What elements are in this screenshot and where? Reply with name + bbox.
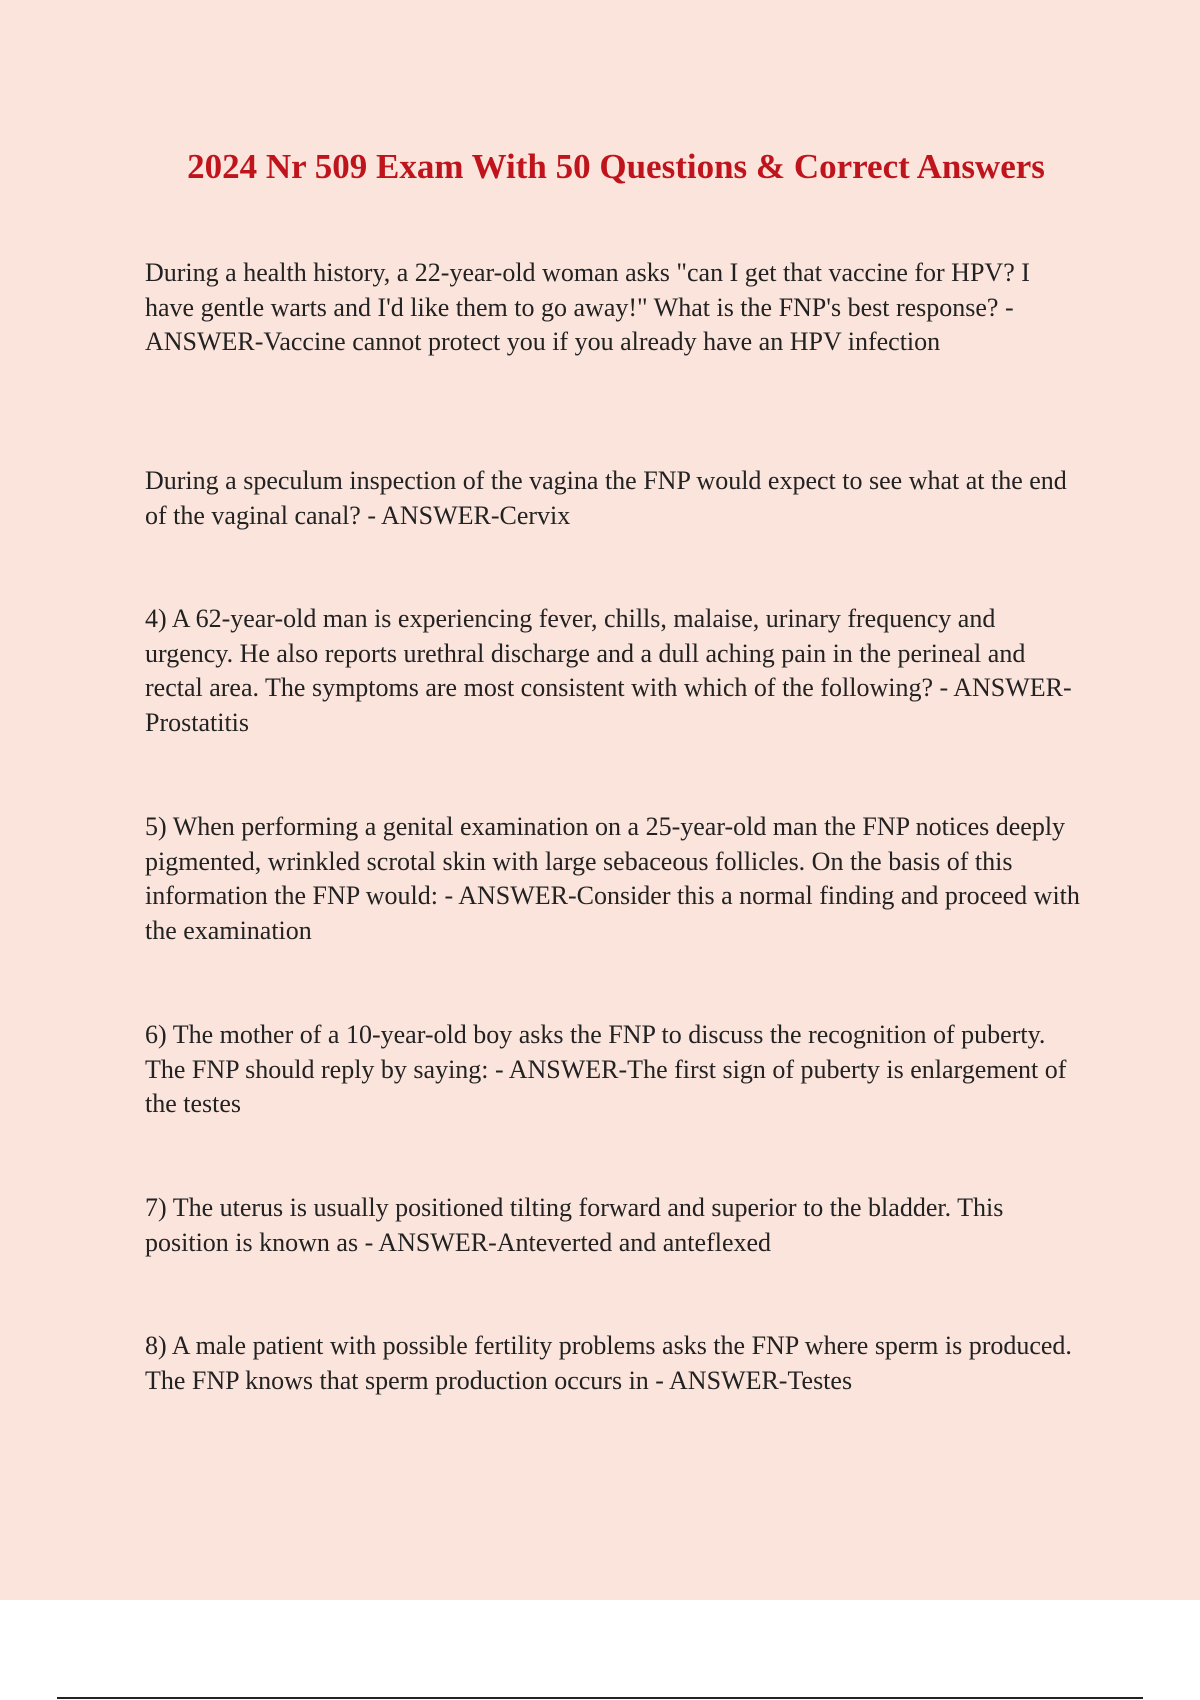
footer-divider bbox=[57, 1697, 1143, 1699]
qa-item: 6) The mother of a 10-year-old boy asks the FNP to discuss the recognition of puberty. The FNP should reply by saying: - ANSWER-The first sign of puberty is enlargement of the testes bbox=[145, 1020, 1067, 1118]
qa-item: 4) A 62-year-old man is experiencing fever, chills, malaise, urinary frequency and urgency. He also reports urethral discharge and a dull aching pain in the perineal and rectal area. The symptoms are most consistent with which of the following? - ANSWER-Prostatitis bbox=[145, 604, 1072, 737]
qa-item: 7) The uterus is usually positioned tilting forward and superior to the bladder. This position is known as - ANSWER-Anteverted and anteflexed bbox=[145, 1193, 1004, 1257]
qa-item: 5) When performing a genital examination on a 25-year-old man the FNP notices deeply pigmented, wrinkled scrotal skin with large sebaceous follicles. On the basis of this information the FNP would: - ANSWER-Consider this a normal finding and proceed with the examination bbox=[145, 812, 1080, 945]
document-title: 2024 Nr 509 Exam With 50 Questions & Correct Answers bbox=[187, 147, 1045, 186]
qa-item: During a speculum inspection of the vagina the FNP would expect to see what at the end of the vaginal canal? - ANSWER-Cervix bbox=[145, 466, 1067, 530]
qa-item: During a health history, a 22-year-old woman asks "can I get that vaccine for HPV? I have gentle warts and I'd like them to go away!" What is the FNP's best response? - ANSWER-Vaccine cannot protect you if you already have an HPV infection bbox=[145, 258, 1030, 356]
qa-item: 8) A male patient with possible fertility problems asks the FNP where sperm is produced. The FNP knows that sperm production occurs in - ANSWER-Testes bbox=[145, 1331, 1072, 1395]
